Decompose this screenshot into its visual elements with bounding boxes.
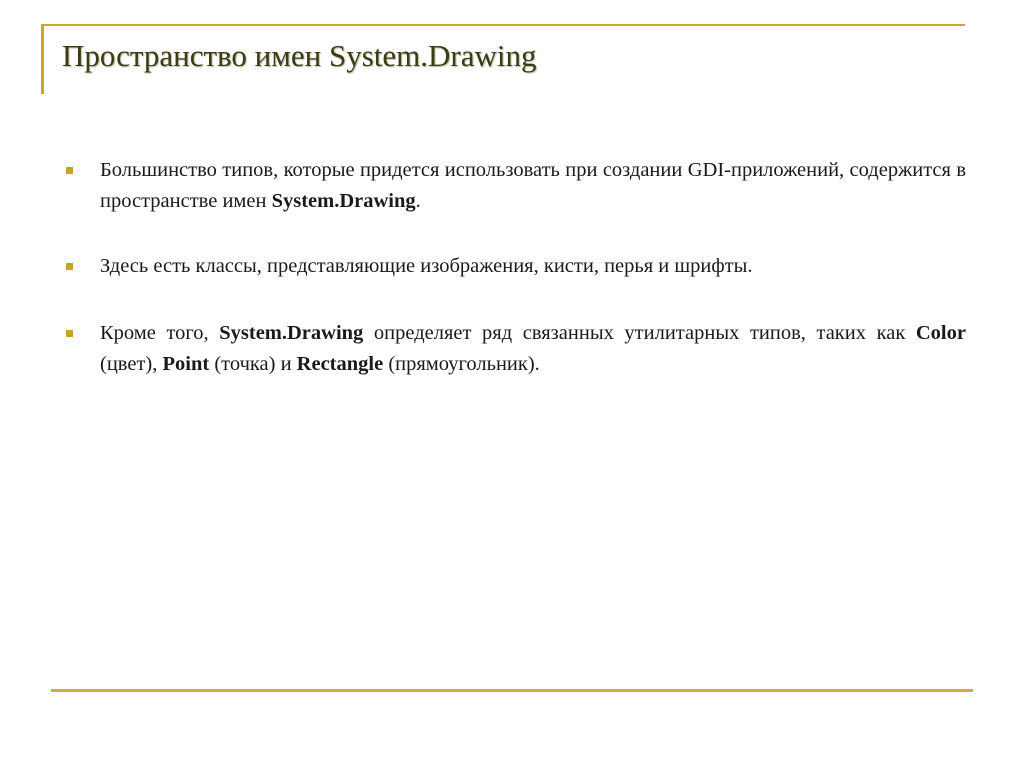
slide-title: Пространство имен System.Drawing xyxy=(62,38,537,73)
bullet-text-segment: (прямоугольник). xyxy=(383,353,540,375)
bullet-text xyxy=(100,159,966,212)
bullet-text-segment: Большинство типов, которые придется использовать при создании GDI-приложений, содержится в пространстве имен xyxy=(100,159,966,212)
bullet-text-bold-segment: Color xyxy=(915,322,966,344)
bullet-text-segment: (точка) и xyxy=(209,353,297,375)
bullet-item xyxy=(62,251,966,282)
bullet-text xyxy=(100,255,753,277)
square-bullet-icon xyxy=(66,167,73,174)
bullet-list xyxy=(62,155,966,414)
bullet-text-segment: Кроме того, xyxy=(100,322,220,344)
bullet-text-segment: (цвет), xyxy=(100,353,163,375)
bullet-text-bold-segment: System.Drawing xyxy=(219,322,364,344)
bullet-text-bold-segment: System.Drawing xyxy=(271,190,416,212)
left-frame-line xyxy=(41,24,44,94)
bullet-item xyxy=(62,318,966,380)
bullet-text xyxy=(100,322,966,375)
bullet-text-segment: Здесь есть классы, представляющие изображения, кисти, перья и шрифты. xyxy=(100,255,753,277)
bullet-text-bold-segment: Point xyxy=(162,353,210,375)
square-bullet-icon xyxy=(66,330,73,337)
bottom-frame-line xyxy=(51,689,973,692)
bullet-item xyxy=(62,155,966,217)
bullet-text-bold-segment: Rectangle xyxy=(296,353,384,375)
bullet-text-segment: определяет ряд связанных утилитарных типов, таких как xyxy=(363,322,916,344)
bullet-text-segment: . xyxy=(415,190,421,212)
square-bullet-icon xyxy=(66,263,73,270)
top-frame-line xyxy=(41,24,965,26)
